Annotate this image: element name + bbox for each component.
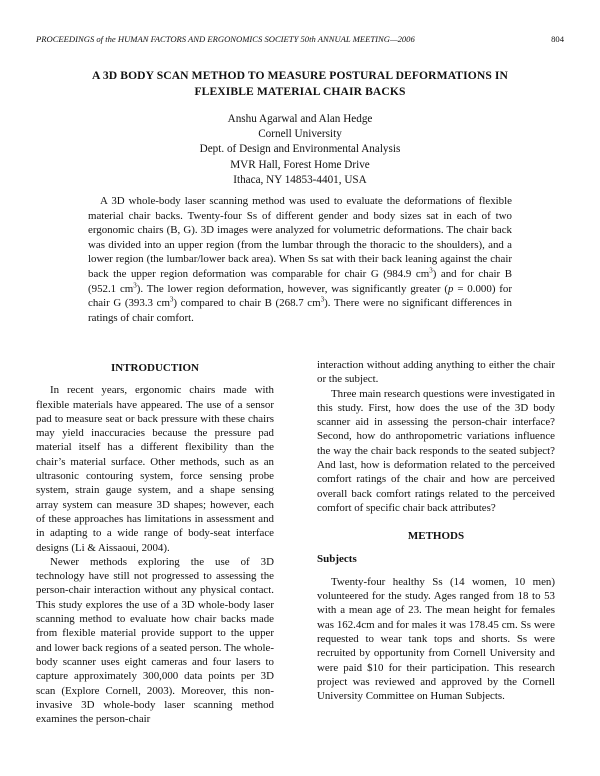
abstract-text-1: A 3D whole-body laser scanning method was used to evaluate the deformations of flexible material chair backs. Twenty-four Ss of different gender and body sizes sat in each of two ergonomic chairs (B, G). 3D images were analyzed for volumetric deformations. The chair back was divided into an upper region (from the lumbar through the thoracic to the shoulders), and a lower region (the lumbar/lower back area). When Ss sat with their back leaning against the chair back the upper region deformation was comparable for chair G (984.9 cm [88, 195, 512, 280]
author-department: Dept. of Design and Environmental Analysis [199, 143, 401, 156]
intro-paragraph-2-continued: interaction without adding anything to either the chair or the subject. [317, 359, 555, 386]
author-block [80, 112, 520, 188]
abstract [88, 194, 512, 325]
left-column [36, 358, 274, 726]
superscript: 3 [133, 280, 137, 289]
page-number: 804 [551, 34, 564, 44]
abstract-text-2: ) and for chair B (952.1 cm [88, 267, 512, 295]
superscript: 3 [320, 295, 325, 304]
title-line-1: A 3D BODY SCAN METHOD TO MEASURE POSTURAL DEFORMATIONS IN [92, 69, 508, 82]
author-city: Ithaca, NY 14853-4401, USA [233, 173, 367, 186]
abstract-text-5: ) compared to chair B (268.7 cm [173, 297, 321, 310]
subjects-paragraph: Twenty-four healthy Ss (14 women, 10 men) volunteered for the study. Ages ranged from 18 to 53 with a mean age of 23. The mean height for females was 162.4cm and for males it was 178.45 cm. Ss were requested to wear tank tops and shorts. Ss were recruited by opportunity from Cornell University and were paid $10 for their participation. This research project was reviewed and approved by the Cornell University Committee on Human Subjects. [317, 575, 555, 703]
author-affiliation: Cornell University [258, 128, 342, 141]
right-column [317, 358, 555, 704]
author-names: Anshu Agarwal and Alan Hedge [227, 113, 373, 125]
abstract-text-6: ). There were no significant differences in ratings of chair comfort. [88, 297, 513, 324]
superscript: 3 [169, 295, 174, 304]
methods-heading: METHODS [407, 530, 465, 543]
p-symbol: p [448, 282, 454, 295]
running-header [36, 34, 564, 44]
superscript: 3 [429, 266, 433, 275]
running-head-text: PROCEEDINGS of the HUMAN FACTORS AND ERGONOMICS SOCIETY 50th ANNUAL MEETING—2006 [36, 34, 415, 44]
intro-paragraph-1: In recent years, ergonomic chairs made with flexible materials have appeared. The use of a sensor pad to measure seat or back pressure with these chairs may yield inaccuracies because the pressure pad material itself has a different flexibility than the chair’s material surface. Other methods, such as an ultrasonic contouring system, force sensing probe system, strain gauge system, and a shape sensing array system can measure 3D shapes; however, each of these approaches has limitations in assessment and in adapting to a wide range of body-seat interface designs (Li & Aissaoui, 2004). [36, 384, 274, 554]
intro-paragraph-3: Three main research questions were investigated in this study. First, how does the use of the 3D body scanner aid in assessing the person-chair interface? Second, how do anthropometric variations influence the way the chair back responds to the seated subject? And last, how is deformation related to the perceived comfort ratings of the chair and how are perceived overall back comfort ratings related to the perceived comfort of specific chair back attributes? [317, 387, 555, 514]
subjects-heading: Subjects [317, 552, 357, 565]
introduction-heading: INTRODUCTION [110, 362, 199, 374]
intro-paragraph-2: Newer methods exploring the use of 3D technology have still not progressed to assessing the person-chair interaction without any physical contact. This study explores the use of a 3D whole-body laser scanning method to evaluate how chair backs made from flexible material provide support to the upper and lower back regions of a seated person. The whole-body scanner uses eight cameras and four lasers to capture approximately 300,000 data points per 3D scan (Explore Cornell, 2003). Moreover, this non-invasive 3D whole-body laser scanning method examines the person-chair [36, 555, 274, 726]
paper-title [40, 68, 560, 100]
title-line-2: FLEXIBLE MATERIAL CHAIR BACKS [194, 85, 406, 98]
author-address: MVR Hall, Forest Home Drive [230, 158, 370, 171]
abstract-text-4: = 0.000) for chair G (393.3 cm [88, 282, 512, 310]
abstract-text-3: ). The lower region deformation, however, was significantly greater ( [136, 282, 449, 295]
